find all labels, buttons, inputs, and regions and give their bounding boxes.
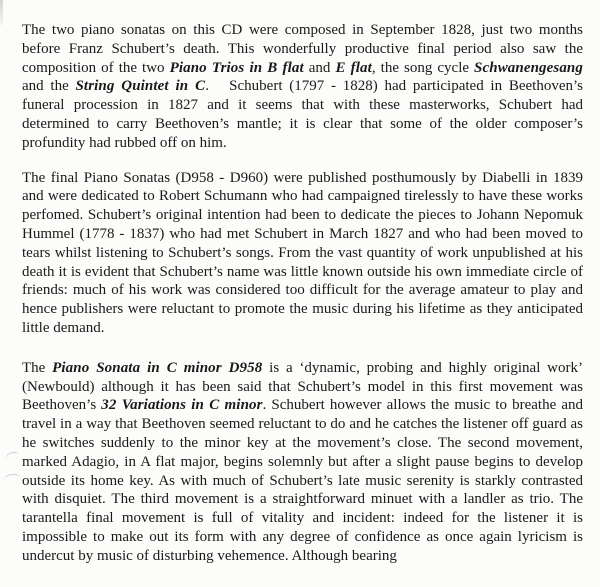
scan-edge-artifact [0, 0, 3, 27]
paragraph [22, 169, 583, 338]
work-title: E flat [335, 59, 372, 76]
text-run: and the [22, 78, 76, 95]
text-run: is a ‘dynamic, probing and highly original work’ (Newbould) although it has been said that Schubert’s model in this first movement was Beethoven’s [22, 359, 583, 414]
paragraph [22, 21, 583, 153]
text-run: and [303, 59, 336, 76]
text-run: The final Piano Sonatas (D958 - D960) were published posthumously by Diabelli in 1839 and were dedicated to Robert Schumann who had campaigned tirelessly to have these works perfomed. Schubert’s original intention had been to dedicate the pieces to Johann Nepomuk Hummel (1778 - 1837) who had met Schubert in March 1827 and who had been moved to tears whilst listening to Schubert’s songs. From the vast quantity of work unpublished at his death it is evident that Schubert’s name was little known outside his own immediate circle of friends: much of his work was considered too difficult for the average amateur to play and hence publishers were reluctant to promote the music during his lifetime as they anticipated little demand. [22, 169, 583, 336]
work-title: 32 Variations in C minor [101, 397, 263, 414]
work-title: Piano Sonata in C minor D958 [52, 359, 263, 376]
scan-smudge-mark [3, 473, 21, 486]
document-body [22, 21, 583, 566]
text-run: . Schubert (1797 - 1828) had participated in Beethoven’s funeral procession in 1827 and it seems that with these masterworks, Schubert had determined to carry Beethoven’s mantle; it is clear that some of the older composer’s profundity had rubbed off on him. [22, 78, 584, 151]
text-run: The [22, 359, 53, 376]
scan-smudge-mark [5, 450, 21, 463]
text-run: The two piano sonatas on this CD were composed in September 1828, just two months before Franz Schubert’s death. This wonderfully productive final period also saw the composition of the two [22, 22, 583, 76]
text-run: . Schubert however allows the music to breathe and travel in a way that Beethoven seemed reluctant to do and he catches the listener off guard as he switches suddenly to the minor key at the movement’s close. The second movement, marked Adagio, in A flat major, begins solemnly but after a slight pause begins to develop outside its home key. As with much of Schubert’s late music serenity is starkly contrasted with disquiet. The third movement is a straightforward minuet with a landler as trio. The tarantella final movement is full of vitality and incident: indeed for the listener it is impossible to make out its form with any degree of confidence as once again lyricism is undercut by music of disturbing vehemence. Although bearing [22, 397, 584, 564]
work-title: Piano Trios in B flat [169, 59, 304, 76]
paragraph [22, 359, 583, 566]
text-run: , the song cycle [371, 59, 475, 76]
work-title: Schwanengesang [474, 59, 583, 76]
work-title: String Quintet in C [75, 78, 206, 95]
